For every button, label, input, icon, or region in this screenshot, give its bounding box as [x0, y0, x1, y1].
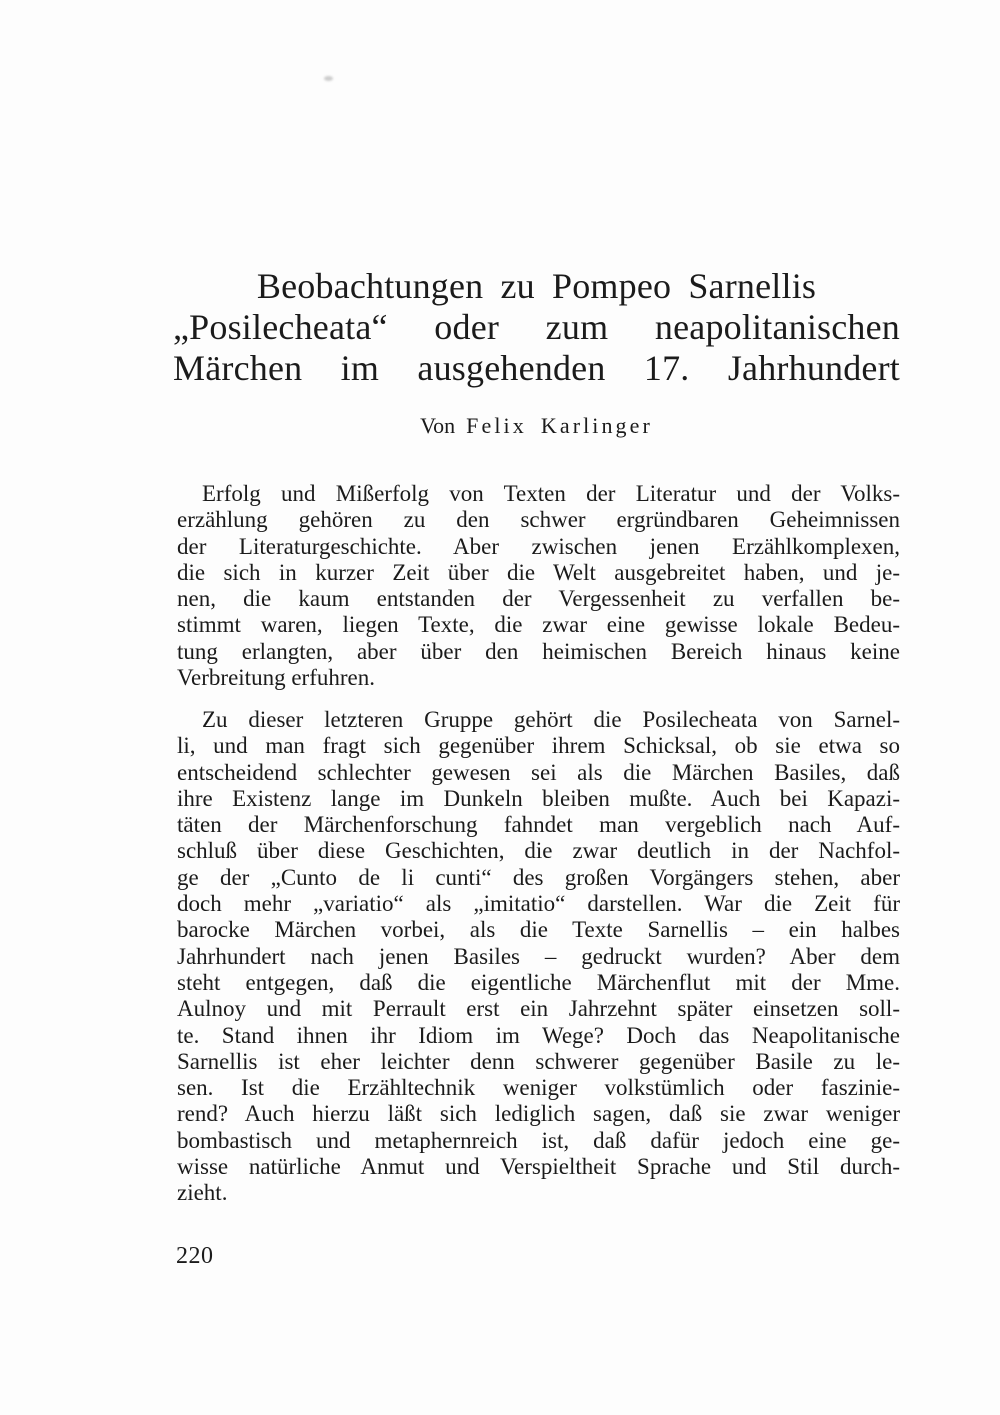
text-line: die sich in kurzer Zeit über die Welt ausgebreitet haben, und je- [177, 559, 900, 585]
text-line: entscheidend schlechter gewesen sei als die Märchen Basiles, daß [177, 759, 900, 785]
text-line: barocke Märchen vorbei, als die Texte Sarnellis – ein halbes [177, 917, 900, 943]
text-line: ihre Existenz lange im Dunkeln bleiben mußte. Auch bei Kapazi- [177, 785, 900, 811]
byline-prefix: Von [420, 413, 456, 438]
text-line: erzählung gehören zu den schwer ergründbaren Geheimnissen [177, 507, 900, 533]
text-line: rend? Auch hierzu läßt sich lediglich sagen, daß sie zwar weniger [177, 1101, 900, 1127]
author-name: Felix Karlinger [466, 413, 653, 438]
text-line: ge der „Cunto de li cunti“ des großen Vorgängers stehen, aber [177, 864, 900, 890]
text-line: täten der Märchenforschung fahndet man vergeblich nach Auf- [177, 812, 900, 838]
text-line: Sarnellis ist eher leichter denn schwerer gegenüber Basile zu le- [177, 1048, 900, 1074]
text-line: sen. Ist die Erzähltechnik weniger volkstümlich oder faszinie- [177, 1075, 900, 1101]
text-line: steht entgegen, daß die eigentliche Märchenflut mit der Mme. [177, 969, 900, 995]
scan-artifact-speck [324, 76, 333, 81]
title-line-3: Märchen im ausgehenden 17. Jahrhundert [173, 348, 900, 388]
text-line: Jahrhundert nach jenen Basiles – gedruckt wurden? Aber dem [177, 943, 900, 969]
paragraph-2 [177, 707, 900, 1207]
title-line-1: Beobachtungen zu Pompeo Sarnellis [256, 266, 817, 306]
text-line: stimmt waren, liegen Texte, die zwar eine gewisse lokale Bedeu- [177, 612, 900, 638]
text-line: zieht. [177, 1180, 228, 1206]
text-line: Aulnoy und mit Perrault erst ein Jahrzehnt später einsetzen soll- [177, 996, 900, 1022]
text-line: bombastisch und metaphernreich ist, daß dafür jedoch eine ge- [177, 1127, 900, 1153]
text-line: nen, die kaum entstanden der Vergessenheit zu verfallen be- [177, 586, 900, 612]
article-title [173, 266, 900, 389]
text-line: te. Stand ihnen ihr Idiom im Wege? Doch das Neapolitanische [177, 1022, 900, 1048]
text-line: doch mehr „variatio“ als „imitatio“ darstellen. War die Zeit für [177, 891, 900, 917]
paragraph-1 [177, 481, 900, 691]
page-number: 220 [176, 1243, 214, 1269]
text-line: Verbreitung erfuhren. [177, 665, 375, 691]
text-line: li, und man fragt sich gegenüber ihrem Schicksal, ob sie etwa so [177, 733, 900, 759]
text-line: der Literaturgeschichte. Aber zwischen jenen Erzählkomplexen, [177, 533, 900, 559]
title-line-2: „Posilecheata“ oder zum neapolitanischen [173, 307, 900, 347]
byline [173, 413, 900, 439]
text-line: tung erlangten, aber über den heimischen Bereich hinaus keine [177, 638, 900, 664]
text-line: Zu dieser letzteren Gruppe gehört die Posilecheata von Sarnel- [202, 707, 900, 732]
text-line: Erfolg und Mißerfolg von Texten der Literatur und der Volks- [202, 481, 900, 506]
text-line: wisse natürliche Anmut und Verspieltheit Sprache und Stil durch- [177, 1154, 900, 1180]
text-line: schluß über diese Geschichten, die zwar deutlich in der Nachfol- [177, 838, 900, 864]
